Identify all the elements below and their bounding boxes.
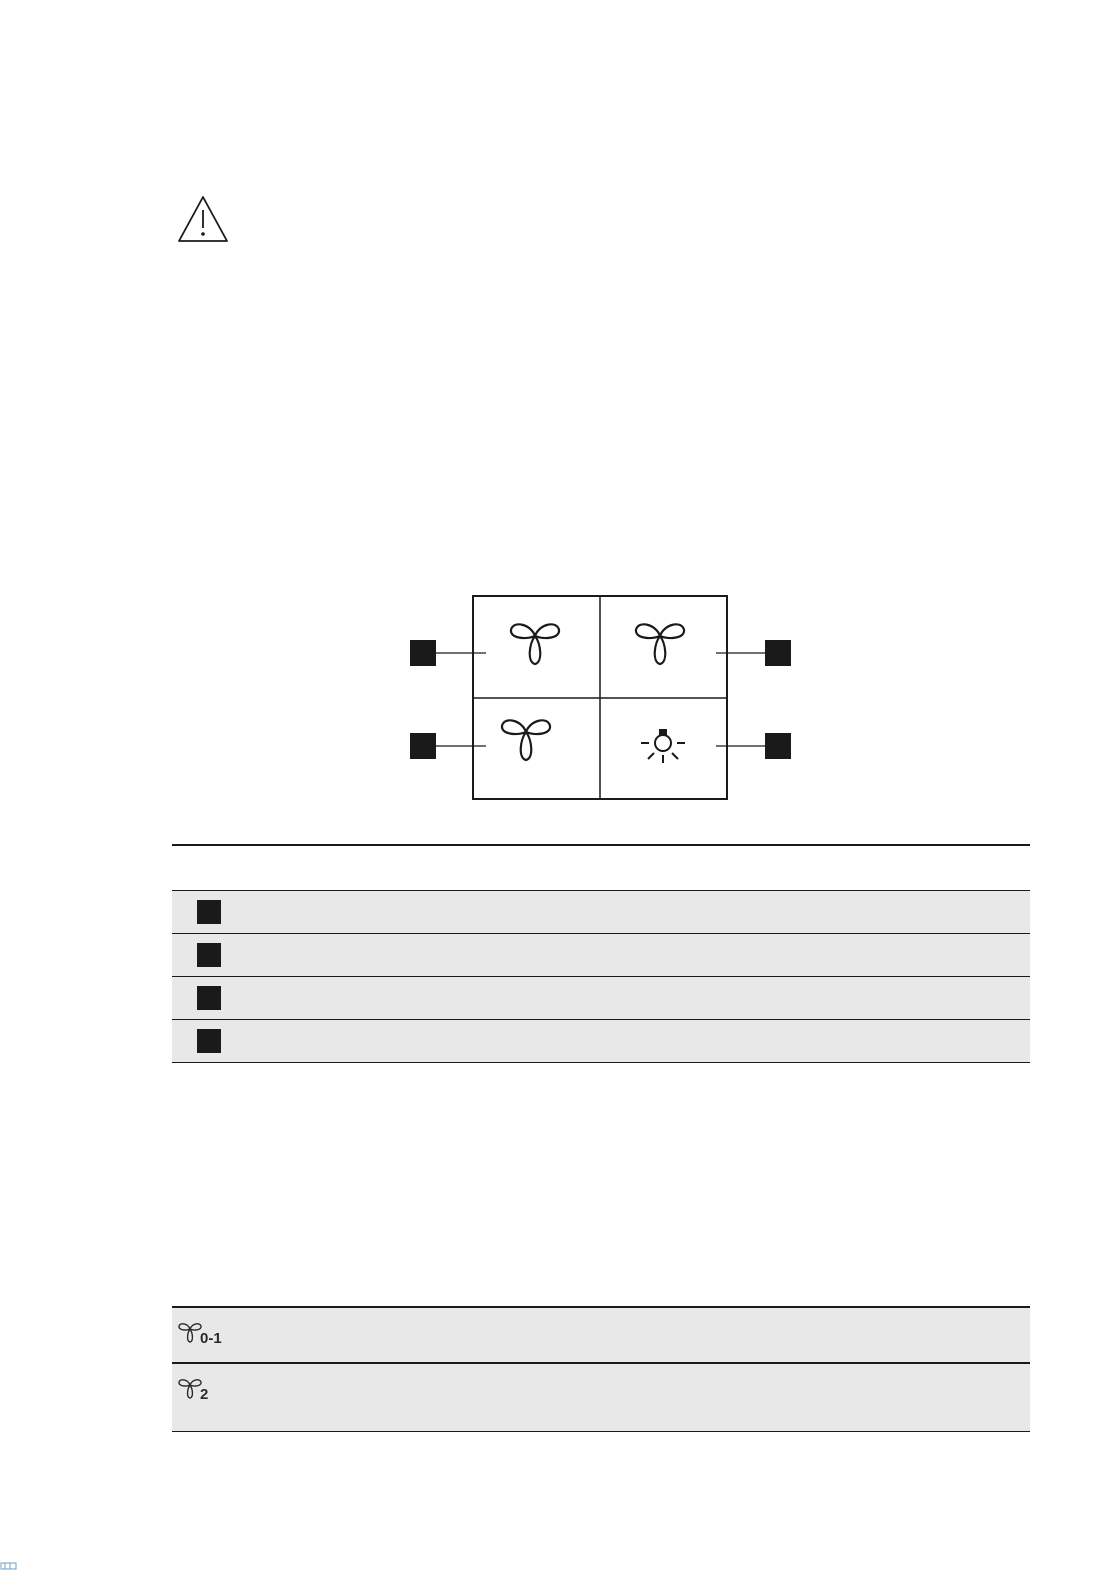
table-row <box>172 1020 1030 1063</box>
fan-speed-level: 0-1 <box>200 1330 222 1347</box>
table-row <box>172 1362 1030 1432</box>
table-row <box>172 891 1030 934</box>
callout-marker <box>197 943 221 967</box>
fan-speed-indicator <box>178 1318 222 1347</box>
fan-speed-table <box>172 1306 1030 1432</box>
fan-icon <box>178 1374 202 1400</box>
warning-triangle-icon <box>176 194 230 244</box>
control-panel-diagram <box>404 592 804 804</box>
fan-speed-level: 2 <box>200 1386 209 1403</box>
controls-table <box>172 844 1030 1063</box>
fan-speed-indicator <box>178 1374 209 1403</box>
fan-icon <box>178 1318 202 1344</box>
page-corner-mark <box>0 1562 18 1571</box>
panel-frame <box>473 596 727 799</box>
callout-marker <box>197 986 221 1010</box>
table-row <box>172 1306 1030 1362</box>
callout-marker <box>197 900 221 924</box>
table-row <box>172 977 1030 1020</box>
table-row <box>172 934 1030 977</box>
controls-table-header <box>172 844 1030 891</box>
callout-marker <box>197 1029 221 1053</box>
